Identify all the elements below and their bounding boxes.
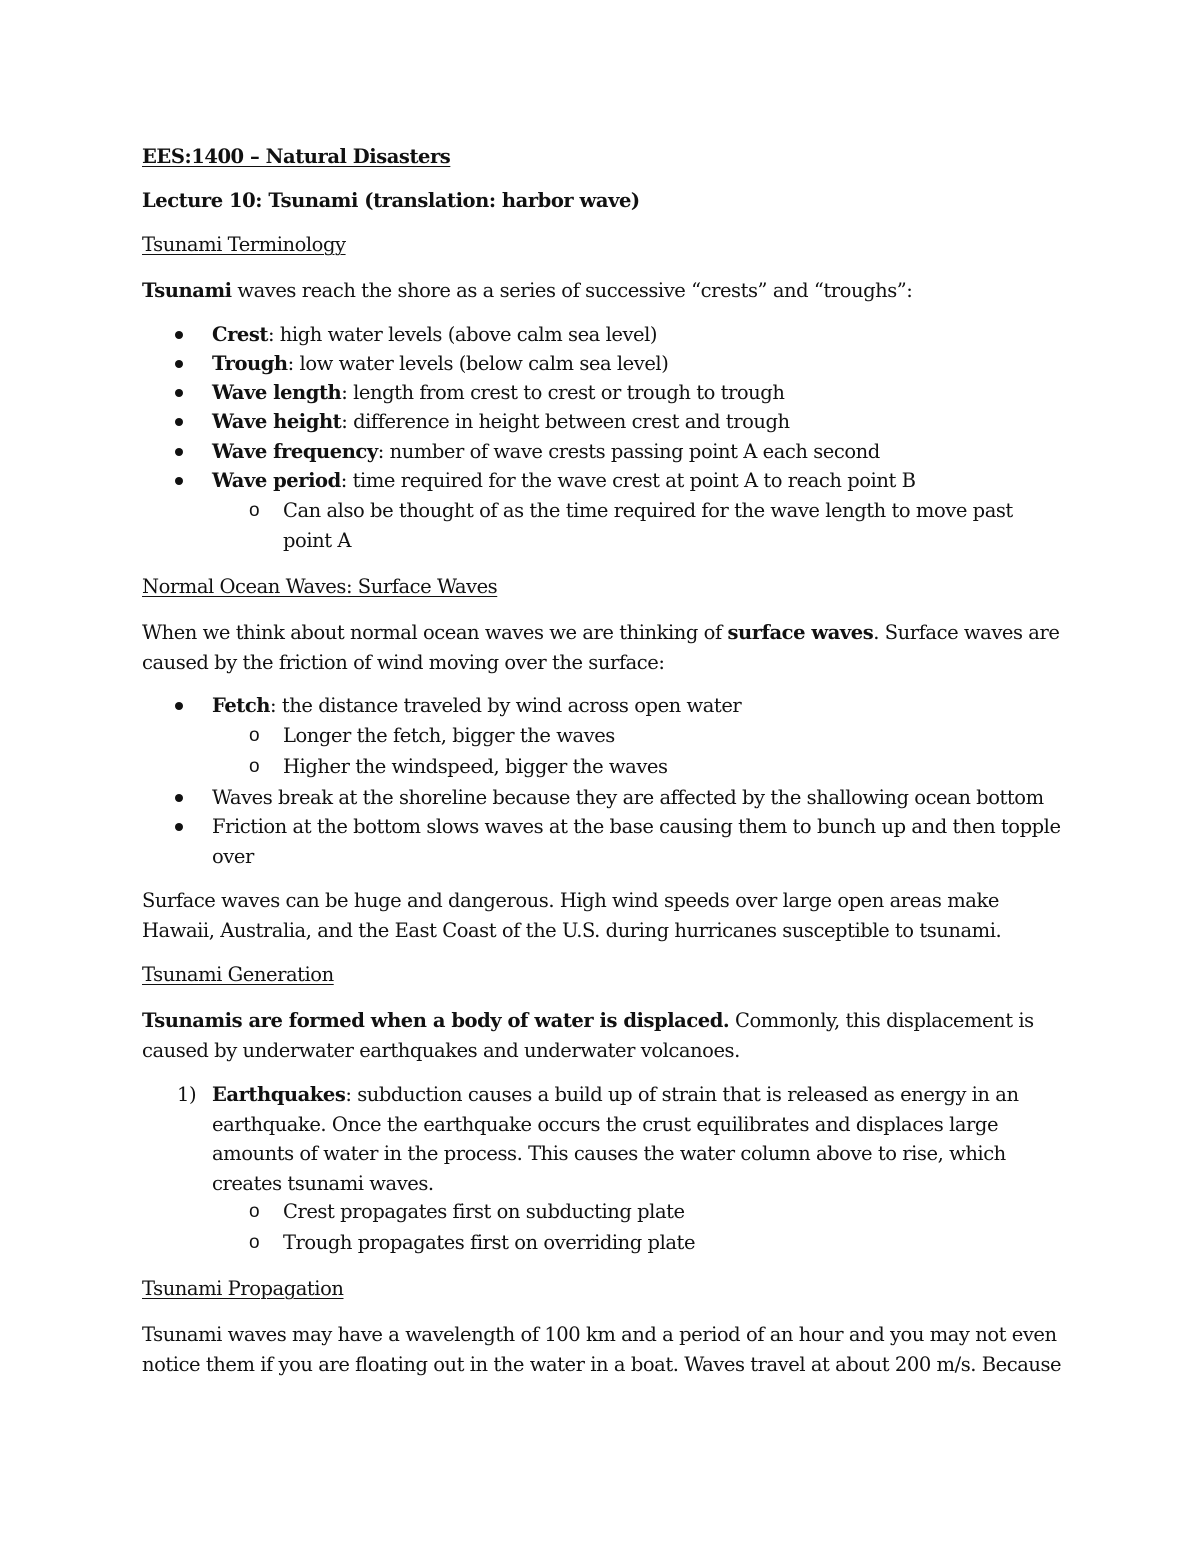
bullet-icon <box>175 418 183 426</box>
bullet-icon <box>175 389 183 397</box>
bullet-icon <box>175 823 183 831</box>
bullet-icon <box>175 448 183 456</box>
circle-bullet-icon: o <box>249 725 260 746</box>
bullet-icon <box>175 702 183 710</box>
generation-intro: Tsunamis are formed when a body of water is displaced. Commonly, this displacement is caused by underwater earthquakes and underwater volcanoes. <box>142 1009 1034 1062</box>
list-number: 1) <box>177 1083 197 1106</box>
document-page: EES:1400 – Natural Disasters Lecture 10: Tsunami (translation: harbor wave) Tsunami Terminology Tsunami waves reach the shore as a series of successive “crests” and “troughs”: Crest: high water levels (above calm sea level) Trough: low water levels (below calm sea level) Wave length: length from crest to crest or trough to trough Wave height: difference in height between crest and trough Wave frequency: number of wave crests passing point A each second Wave period: time required for the wave crest at point A to reach point B o Can also be thought of as the time required for the wave length to move past point A Normal Ocean Waves: Surface Waves When we think about normal ocean waves we are thinking of surface waves. Surface waves are caused by the friction of wind moving over the surface: Fetch: the distance traveled by wind across open water o Longer the fetch, bigger the waves o Higher the windspeed, bigger the waves Waves break at the shoreline because they are affected by the shallowing ocean bottom Friction at the bottom slows waves at the base causing them to bunch up and then topple over Surface waves can be huge and dangerous. High wind speeds over large open areas make Hawaii, Australia, and the East Coast of the U.S. during hurricanes susceptible to tsunami. Tsunami Generation Tsunamis are formed when a body of water is displaced. Commonly, this displacement is caused by underwater earthquakes and underwater volcanoes. 1) Earthquakes: subduction causes a build up of strain that is released as energy in an earthquake. Once the earthquake occurs the crust equilibrates and displaces large amounts of water in the process. This causes the water column above to rise, which creates tsunami waves. o Crest propagates first on subducting plate o Trough propagates first on overriding plate Tsunami Propagation Tsunami waves may have a wavelength of 100 km and a period of an hour and you may not even notice them if you are floating out in the water in a boat. Waves travel at about 200 m/s. Because <box>0 0 1200 1553</box>
propagation-text: Tsunami waves may have a wavelength of 100 km and a period of an hour and you may not even notice them if you are floating out in the water in a boat. Waves travel at about 200 m/s. Because <box>142 1323 1062 1376</box>
circle-bullet-icon: o <box>249 1232 260 1253</box>
circle-bullet-icon: o <box>249 756 260 777</box>
bullet-icon <box>175 794 183 802</box>
lecture-title: Lecture 10: Tsunami (translation: harbor wave) <box>142 189 640 212</box>
circle-bullet-icon: o <box>249 1201 260 1222</box>
bullet-icon <box>175 477 183 485</box>
normal-waves-intro: When we think about normal ocean waves we are thinking of surface waves. Surface waves are caused by the friction of wind moving over the surface: <box>142 621 1060 674</box>
section-heading-generation: Tsunami Generation <box>142 963 334 986</box>
section-heading-propagation: Tsunami Propagation <box>142 1277 344 1300</box>
bullet-icon <box>175 331 183 339</box>
bullet-icon <box>175 360 183 368</box>
section-heading-terminology: Tsunami Terminology <box>142 233 346 256</box>
course-title: EES:1400 – Natural Disasters <box>142 145 451 168</box>
terminology-intro: Tsunami waves reach the shore as a series of successive “crests” and “troughs”: <box>142 279 913 302</box>
section-heading-normal-waves: Normal Ocean Waves: Surface Waves <box>142 575 498 598</box>
normal-waves-closing: Surface waves can be huge and dangerous. High wind speeds over large open areas make Hawaii, Australia, and the East Coast of the U.S. during hurricanes susceptible to tsunami. <box>142 889 1002 942</box>
circle-bullet-icon: o <box>249 500 260 521</box>
